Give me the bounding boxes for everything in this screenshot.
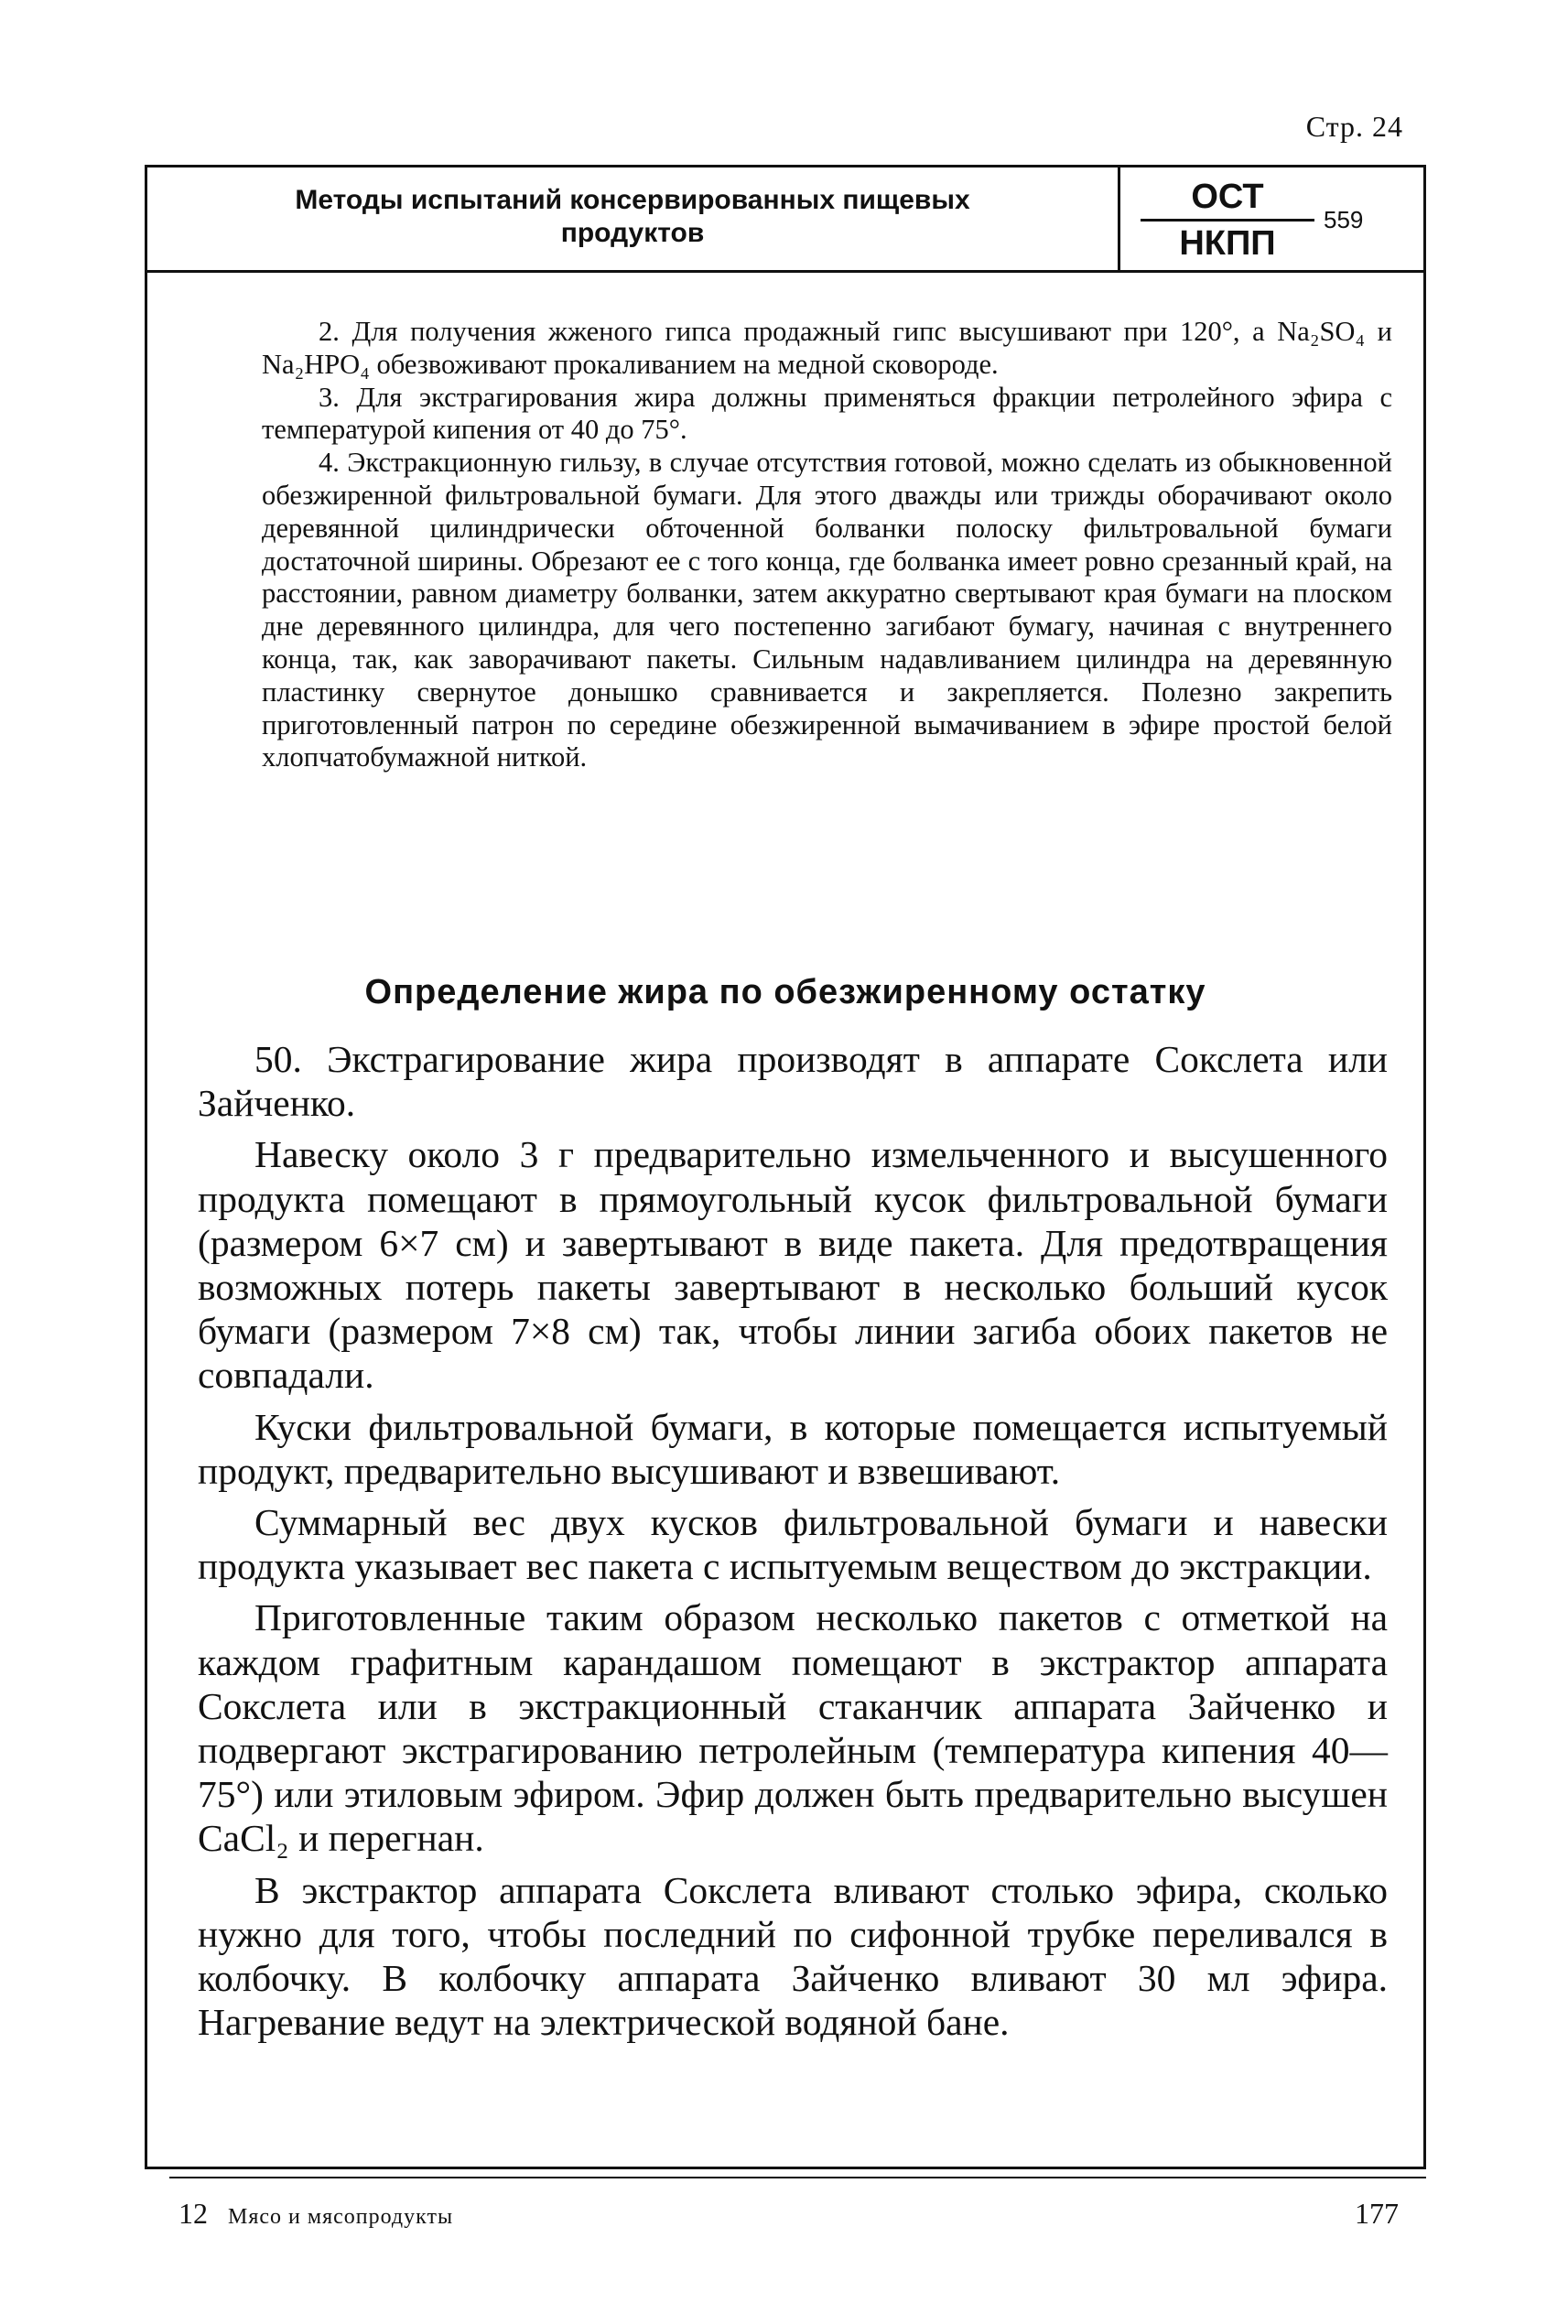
footer-sheet-signature	[178, 2197, 453, 2231]
note-paragraph: 4. Экстракционную гильзу, в случае отсутствия готовой, можно сделать из обыкновенной обезжиренной фильтровальной бумаги. Для этого дважды или трижды оборачивают около деревянной цилиндрически обточенной болванки полоску фильтровальной бумаги достаточной ширины. Обрезают ее с того конца, где болванка имеет ровно срезанный край, на расстоянии, равном диаметру болванки, затем аккуратно свертывают края бумаги на плоском дне деревянного цилиндра, для чего постепенно загибают бумагу, начиная с внутреннего конца, так, как заворачивают пакеты. Сильным надавливанием цилиндра на деревянную пластинку свернутое донышко сравнивается и закрепляется. Полезно закрепить приготовленный патрон по середине обезжиренной вымачиванием в эфире простой белой хлопчатобумажной ниткой.	[262, 447, 1392, 773]
header-title	[147, 184, 1118, 250]
footnotes	[262, 316, 1392, 774]
standard-bottom: НКПП	[1179, 224, 1276, 263]
header-title-line1: Методы испытаний консервированных пищевых	[295, 185, 970, 215]
body-paragraph: 50. Экстрагирование жира производят в аппарате Сокслета или Зайченко.	[198, 1038, 1388, 1125]
page-label: Стр. 24	[1305, 110, 1403, 143]
page-frame	[145, 165, 1426, 2169]
standard-designation	[1141, 178, 1314, 262]
body-paragraph: Суммарный вес двух кусков фильтровальной бумаги и навески продукта указывает вес пакета с испытуемым веществом до экстракции.	[198, 1501, 1388, 1588]
header-title-line2: продуктов	[560, 218, 705, 248]
note-paragraph: 3. Для экстрагирования жира должны применяться фракции петролейного эфира с температурой кипения от 40 до 75°.	[262, 381, 1392, 446]
document-header	[147, 168, 1423, 273]
note-paragraph: 2. Для получения жженого гипса продажный гипс высушивают при 120°, а Na₂SO₄ и Na₂HPO₄ обезвоживают прокаливанием на медной сковороде.	[262, 316, 1392, 380]
header-divider	[1118, 168, 1120, 270]
section-title: Определение жира по обезжиренному остатку	[364, 973, 1206, 1011]
body-paragraph: В экстрактор аппарата Сокслета вливают столько эфира, сколько нужно для того, чтобы последний по сифонной трубке переливался в колбочку. В колбочку аппарата Зайченко вливают 30 мл эфира. Нагревание ведут на электрической водяной бане.	[198, 1868, 1388, 2044]
body-paragraph: Навеску около 3 г предварительно измельченного и высушенного продукта помещают в прямоугольный кусок фильтровальной бумаги (размером 6×7 см) и завертывают в виде пакета. Для предотвращения возможных потерь пакеты завертывают в несколько больший кусок бумаги (размером 7×8 см) так, чтобы линии загиба обоих пакетов не совпадали.	[198, 1133, 1388, 1397]
sheet-number: 12	[178, 2197, 208, 2230]
body-paragraph: Приготовленные таким образом несколько пакетов с отметкой на каждом графитным карандашом помещают в экстрактор аппарата Сокслета или в экстракционный стаканчик аппарата Зайченко и подвергают экстрагированию петролейным (температура кипения 40—75°) или этиловым эфиром. Эфир должен быть предварительно высушен CaCl₂ и перегнан.	[198, 1596, 1388, 1860]
sheet-title: Мясо и мясопродукты	[228, 2205, 454, 2229]
body-paragraph: Куски фильтровальной бумаги, в которые помещается испытуемый продукт, предварительно высушивают и взвешивают.	[198, 1405, 1388, 1492]
footer-rule	[169, 2177, 1426, 2178]
standard-top: ОСТ	[1141, 178, 1314, 222]
body-text	[198, 1037, 1388, 2051]
standard-number: 559	[1324, 206, 1364, 233]
page-number: 177	[1355, 2197, 1399, 2230]
